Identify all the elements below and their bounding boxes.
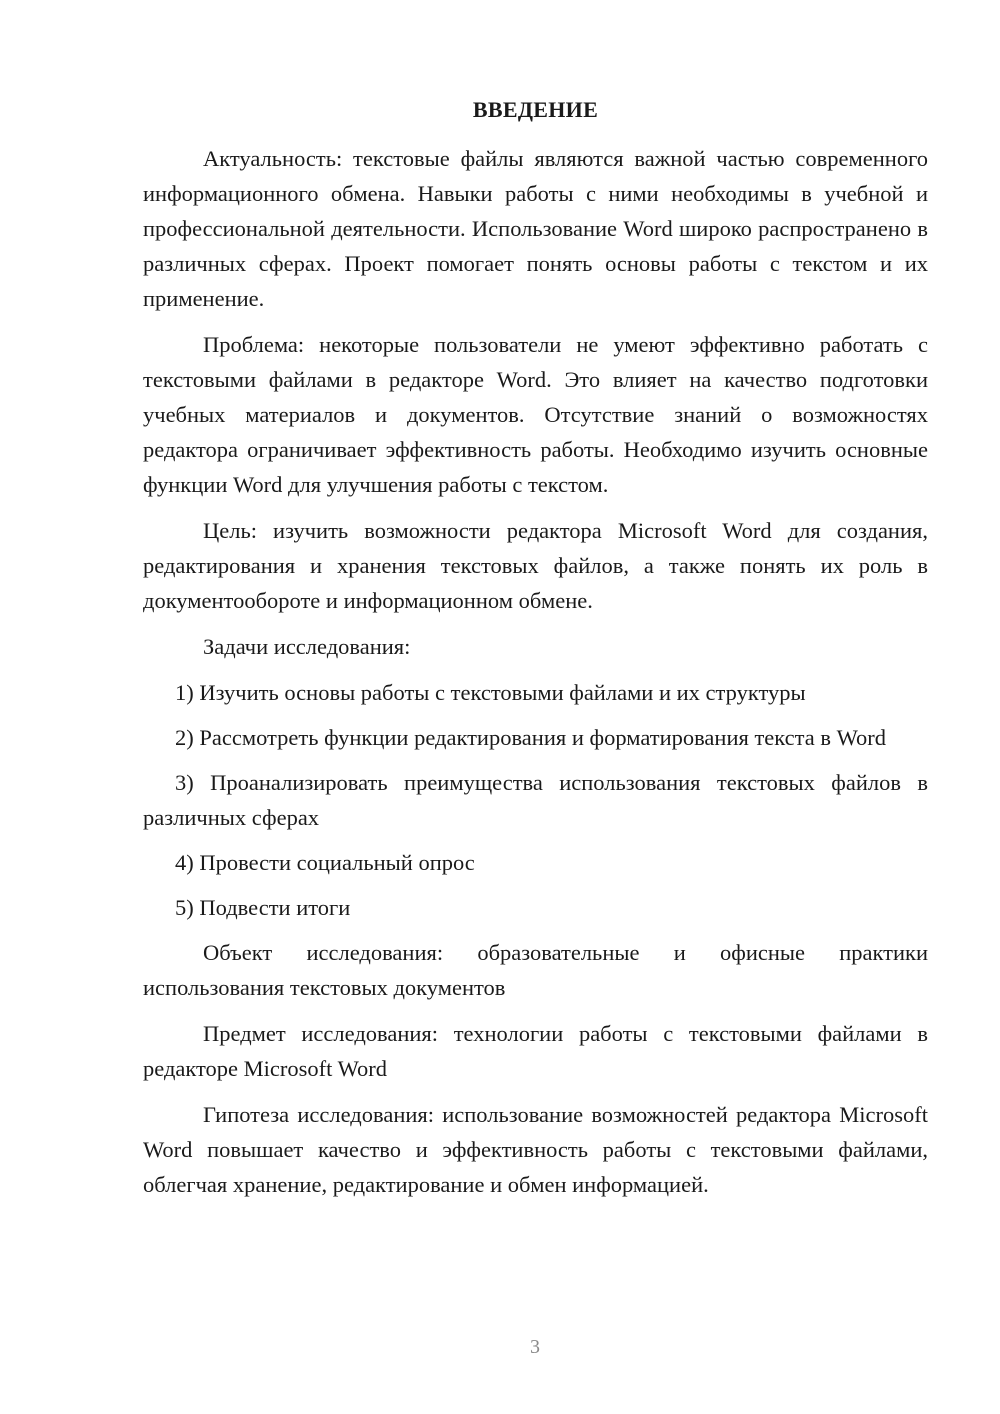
list-item: 2) Рассмотреть функции редактирования и форматирования текста в Word	[175, 725, 887, 750]
list-item: 1) Изучить основы работы с текстовыми файлами и их структуры	[175, 680, 806, 705]
paragraph-subject: Предмет исследования: технологии работы с текстовыми файлами в редакторе Microsoft Word	[143, 1021, 928, 1081]
page-content	[143, 95, 928, 1202]
paragraph-object: Объект исследования: образовательные и офисные практики использования текстовых документов	[143, 940, 928, 1000]
paragraph-problem: Проблема: некоторые пользователи не умеют эффективно работать с текстовыми файлами в редакторе Word. Это влияет на качество подготовки учебных материалов и документов. Отсутствие знаний о возможностях редактора ограничивает эффективность работы. Необходимо изучить основные функции Word для улучшения работы с текстом.	[143, 332, 928, 497]
list-item: 3) Проанализировать преимущества использования текстовых файлов в различных сферах	[143, 770, 928, 830]
paragraph-relevance: Актуальность: текстовые файлы являются важной частью современного информационного обмена. Навыки работы с ними необходимы в учебной и профессиональной деятельности. Использование Word широко распространено в различных сферах. Проект помогает понять основы работы с текстом и их применение.	[143, 146, 928, 311]
paragraph-hypothesis: Гипотеза исследования: использование возможностей редактора Microsoft Word повышает качество и эффективность работы с текстовыми файлами, облегчая хранение, редактирование и обмен информацией.	[143, 1102, 928, 1197]
section-heading: ВВЕДЕНИЕ	[472, 97, 599, 122]
paragraph-tasks-intro: Задачи исследования:	[203, 634, 411, 659]
list-item: 4) Провести социальный опрос	[175, 850, 475, 875]
paragraph-goal: Цель: изучить возможности редактора Microsoft Word для создания, редактирования и хранения текстовых файлов, а также понять их роль в документообороте и информационном обмене.	[143, 518, 928, 613]
list-item: 5) Подвести итоги	[175, 895, 351, 920]
page-number: 3	[530, 1336, 540, 1358]
tasks-list	[143, 675, 928, 925]
